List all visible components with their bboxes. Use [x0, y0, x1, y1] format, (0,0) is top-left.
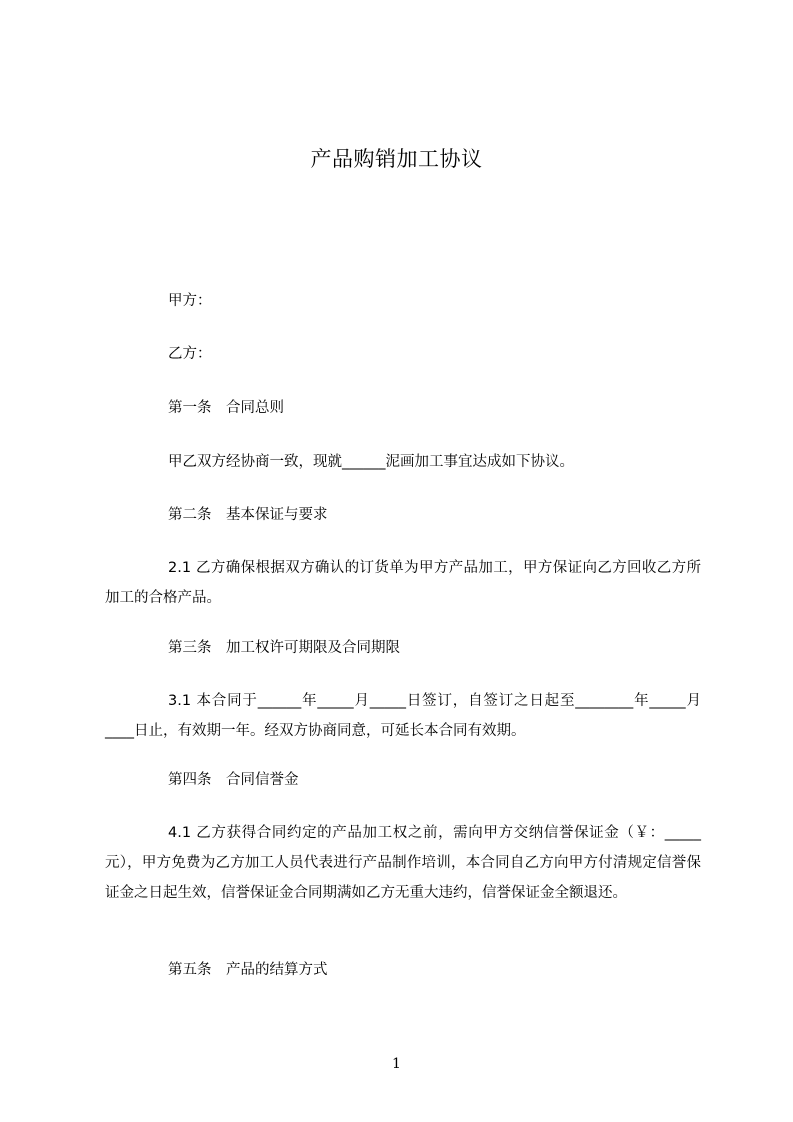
section-4-heading: 第四条 合同信誉金: [168, 772, 299, 788]
party-a-label: 甲方：: [168, 293, 212, 309]
section-2-heading: 第二条 基本保证与要求: [168, 507, 328, 523]
section-1-text: 甲乙双方经协商一致，现就______泥画加工事宜达成如下协议。: [168, 454, 574, 470]
section-4-text: 4.1 乙方获得合同约定的产品加工权之前，需向甲方交纳信誉保证金（￥：_____元），甲方免费为乙方加工人员代表进行产品制作培训，本合同自乙方向甲方付清规定信誉保证金之日起生效，信誉保证金合同期满如乙方无重大违约，信誉保证金全额退还。: [105, 825, 701, 901]
document-title: 产品购销加工协议: [310, 147, 483, 171]
section-3-text: 3.1 本合同于______年_____月_____日签订，自签订之日起至________年_____月____日止，有效期一年。经双方协商同意，可延长本合同有效期。: [105, 693, 701, 739]
section-3-heading: 第三条 加工权许可期限及合同期限: [168, 640, 400, 656]
section-2-text: 2.1 乙方确保根据双方确认的订货单为甲方产品加工，甲方保证向乙方回收乙方所加工的合格产品。: [105, 560, 701, 606]
page-number: 1: [392, 1056, 401, 1072]
section-1-heading: 第一条 合同总则: [168, 400, 284, 416]
party-b-label: 乙方：: [168, 346, 212, 362]
section-5-heading: 第五条 产品的结算方式: [168, 962, 328, 978]
